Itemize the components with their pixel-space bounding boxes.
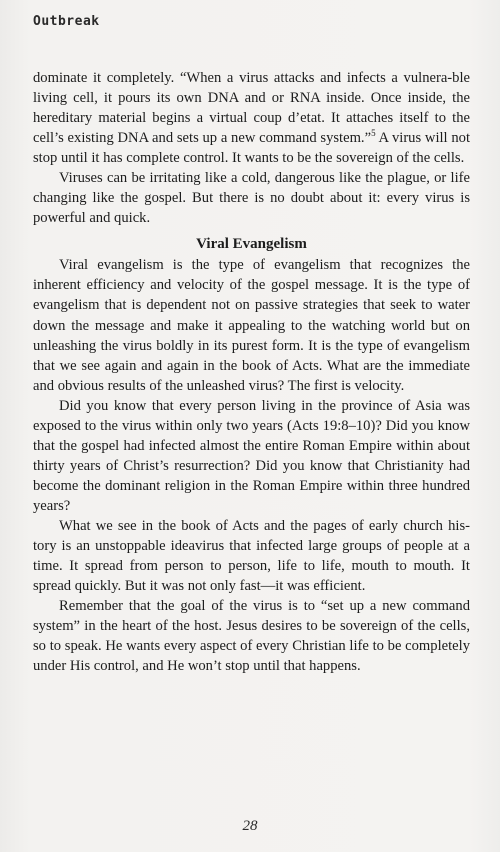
body-text	[33, 68, 470, 676]
paragraph: Viral evangelism is the type of evangelism that recognizes the inherent efficiency and velocity of the gospel message. It is the type of evangelism that is dependent not on passive strategies that seek to water down the message and make it appealing to the watching world but on unleashing the virus boldly in its purest form. It is the type of evangelism that we see again and again in the book of Acts. What are the immediate and obvious results of the unleashed virus? The first is velocity.	[33, 257, 470, 394]
paragraph: Remember that the goal of the virus is to “set up a new command system” in the heart of the host. Jesus desires to be sovereign of the cells, so to speak. He wants every aspect of every Christian life to be completely under His control, and He won’t stop until that happens.	[33, 598, 470, 675]
paragraph-text: dominate it completely. “When a virus attacks and infects a vulnera-ble living cell, it pours its own DNA and or RNA inside. Once inside, the hereditary material begins a virtual coup d’etat. It attaches itself to the cell’s existing DNA and sets up a new command system.”	[33, 70, 470, 147]
section-heading: Viral Evangelism	[196, 236, 307, 253]
paragraph-continued	[33, 68, 470, 168]
paragraph: Did you know that every person living in the province of Asia was exposed to the virus within only two years (Acts 19:8–10)? Did you know that the gospel had infected almost the entire Roman Empire within about thirty years of Christ’s resurrection? Did you know that Christianity had become the dominant religion in the Roman Empire within three hundred years?	[33, 397, 470, 514]
paragraph: Viruses can be irritating like a cold, dangerous like the plague, or life changing like the gospel. But there is no doubt about it: every virus is powerful and quick.	[33, 170, 470, 227]
running-head: Outbreak	[33, 14, 100, 29]
page-number: 28	[242, 818, 258, 834]
paragraph-text: A virus will not stop until it has complete control. It wants to be the sovereign of the cells.	[33, 130, 470, 167]
footnote-reference: 5	[371, 128, 376, 139]
paragraph: What we see in the book of Acts and the pages of early church his-tory is an unstoppable ideavirus that infected large groups of people at a time. It spread from person to person, life to life, mouth to mouth. It spread quickly. But it was not only fast—it was efficient.	[33, 517, 470, 595]
